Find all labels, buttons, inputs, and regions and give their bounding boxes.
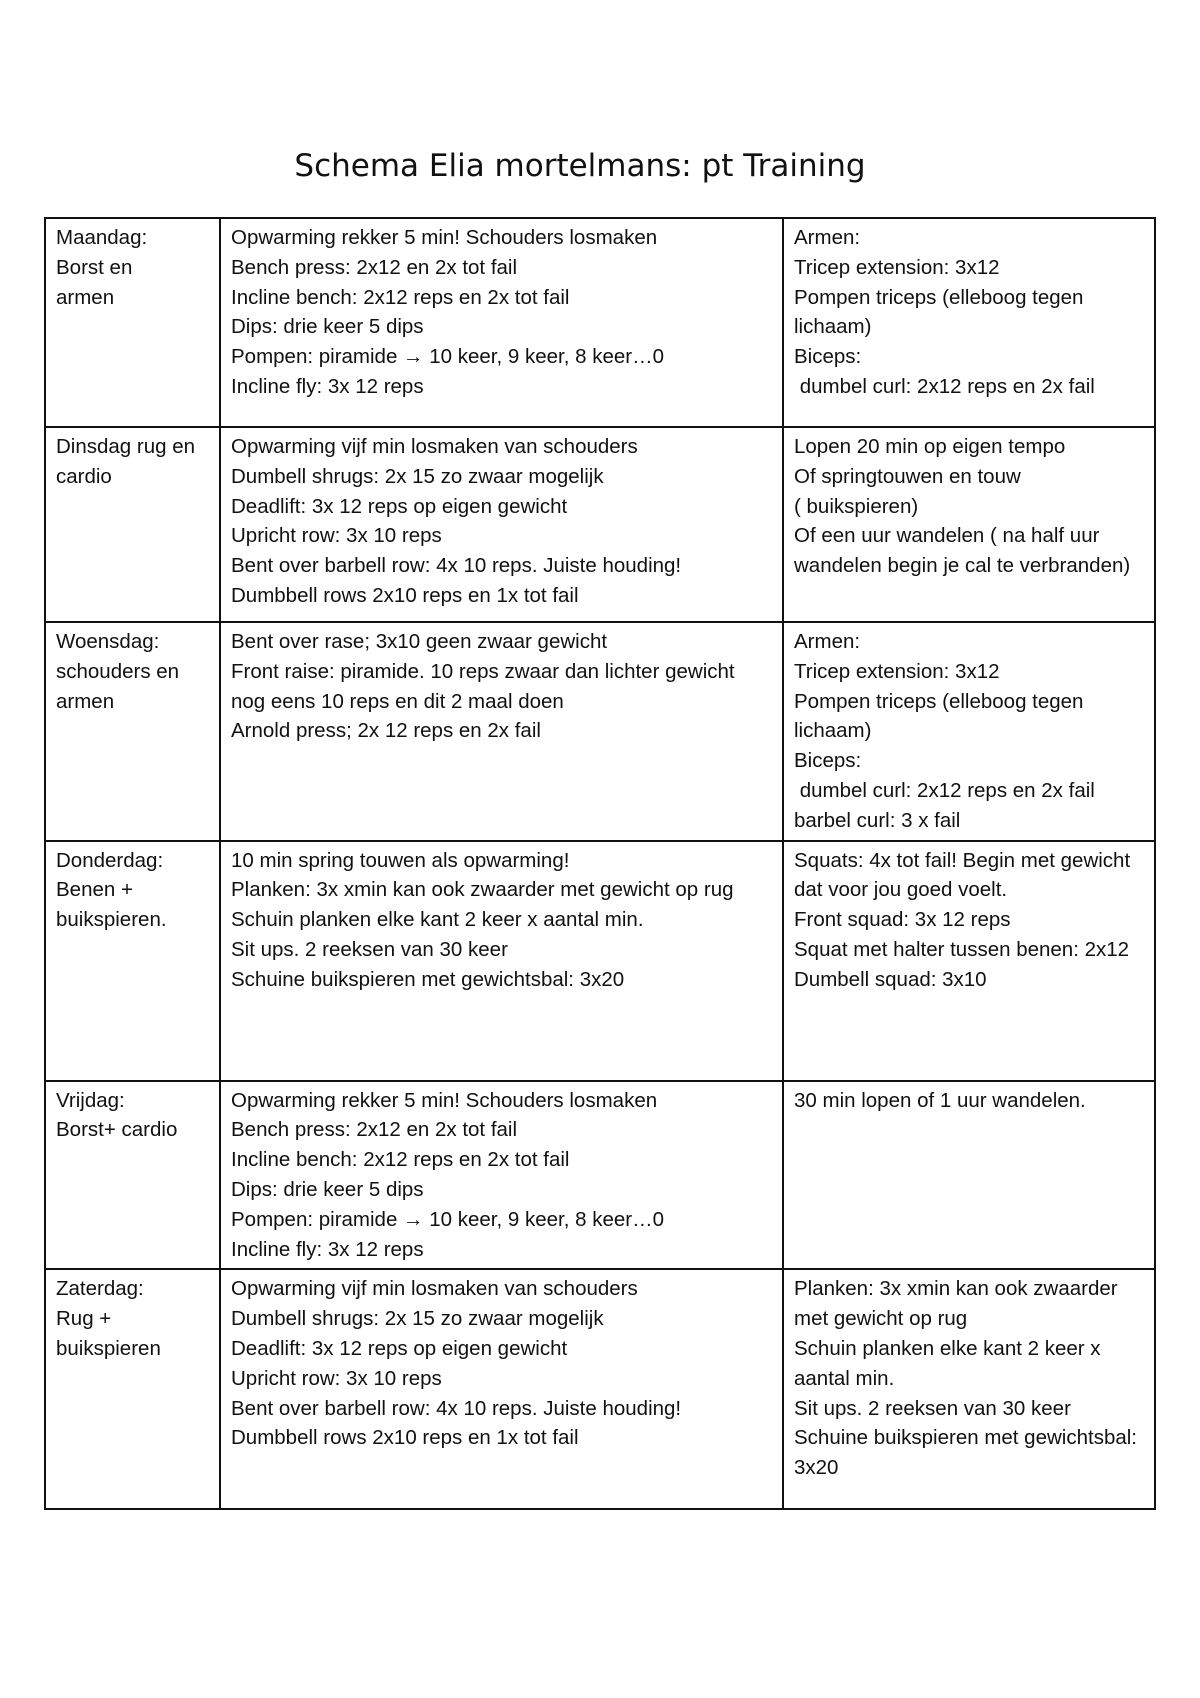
cell-line: Deadlift: 3x 12 reps op eigen gewicht [231,494,568,518]
cell-line: Opwarming vijf min losmaken van schouders [231,1277,638,1301]
cell-line: Front squad: 3x 12 reps [794,908,1011,932]
cell-line: Vrijdag: [56,1088,125,1112]
main-exercises-cell [220,427,783,622]
table-row [45,622,1155,841]
cell-line: armen [56,285,115,309]
cell-line: Squats: 4x tot fail! Begin met gewicht dat voor jou goed voelt. [794,848,1136,902]
cell-line: Pompen: piramide → 10 keer, 9 keer, 8 keer…0 [231,1207,665,1231]
cell-line: Opwarming rekker 5 min! Schouders losmaken [231,226,658,249]
cell-line: Zaterdag: [56,1277,144,1301]
day-cell [45,622,220,841]
table-row [45,218,1155,427]
cell-line: dumbel curl: 2x12 reps en 2x fail [794,778,1095,802]
cell-line: Dumbbell rows 2x10 reps en 1x tot fail [231,1426,579,1450]
day-cell [45,841,220,1081]
cell-line: Upricht row: 3x 10 reps [231,1366,442,1390]
cell-line: Opwarming rekker 5 min! Schouders losmaken [231,1088,658,1112]
main-exercises-cell [220,622,783,841]
cell-line: Planken: 3x xmin kan ook zwaarder met gewicht op rug [794,1277,1124,1331]
day-cell [45,218,220,427]
cell-line: Lopen 20 min op eigen tempo [794,435,1066,458]
cell-line: Squat met halter tussen benen: 2x12 [794,937,1130,961]
cell-line: Bent over barbell row: 4x 10 reps. Juiste houding! [231,554,682,578]
day-cell [45,1269,220,1509]
cell-line: Of springtouwen en touw [794,464,1021,488]
cell-line: Incline fly: 3x 12 reps [231,1237,424,1261]
page-title: Schema Elia mortelmans: pt Training [294,148,866,184]
cell-line: Borst en [56,255,133,279]
cell-line: Dinsdag rug en cardio [56,435,201,488]
cell-line: Maandag: [56,226,148,249]
cell-line: Of een uur wandelen ( na half uur wandelen begin je cal te verbranden) [794,524,1131,578]
cell-line: Schuine buikspieren met gewichtsbal: 3x20 [794,1426,1143,1480]
cell-line: Woensdag: [56,630,160,653]
cell-line: Biceps: [794,749,862,773]
cell-line: Borst+ cardio [56,1118,178,1142]
extra-exercises-cell [783,218,1155,427]
cell-line: Incline fly: 3x 12 reps [231,374,424,398]
main-exercises-cell [220,841,783,1081]
cell-line: schouders en armen [56,659,185,713]
extra-exercises-cell [783,427,1155,622]
cell-line: Pompen triceps (elleboog tegen lichaam) [794,285,1090,339]
cell-line: Tricep extension: 3x12 [794,659,1000,683]
cell-line: Bent over barbell row: 4x 10 reps. Juiste houding! [231,1396,682,1420]
cell-line: Pompen triceps (elleboog tegen lichaam) [794,689,1090,743]
table-row [45,427,1155,622]
table-row [45,1081,1155,1270]
cell-line: Rug + [56,1307,112,1331]
cell-line: Donderdag: [56,848,164,872]
cell-line: Deadlift: 3x 12 reps op eigen gewicht [231,1336,568,1360]
main-exercises-cell [220,218,783,427]
training-schedule-table [44,217,1156,1510]
cell-line: Schuine buikspieren met gewichtsbal: 3x20 [231,967,625,991]
cell-line: Dumbell shrugs: 2x 15 zo zwaar mogelijk [231,464,604,488]
cell-line: Dumbell shrugs: 2x 15 zo zwaar mogelijk [231,1307,604,1331]
cell-line: Sit ups. 2 reeksen van 30 keer [794,1396,1071,1420]
cell-line: buikspieren. [56,908,167,932]
cell-line: Sit ups. 2 reeksen van 30 keer [231,937,508,961]
cell-line: Bent over rase; 3x10 geen zwaar gewicht [231,630,608,653]
cell-line: Tricep extension: 3x12 [794,255,1000,279]
extra-exercises-cell [783,1269,1155,1509]
cell-line: Schuin planken elke kant 2 keer x aantal min. [794,1336,1107,1390]
cell-line: Armen: [794,630,861,653]
cell-line: barbel curl: 3 x fail [794,808,961,832]
day-cell [45,1081,220,1270]
extra-exercises-cell [783,622,1155,841]
cell-line: Planken: 3x xmin kan ook zwaarder met gewicht op rug [231,878,734,902]
cell-line: 10 min spring touwen als opwarming! [231,848,570,872]
cell-line: Dumbell squad: 3x10 [794,967,987,991]
cell-line: 30 min lopen of 1 uur wandelen. [794,1088,1086,1112]
cell-line: ( buikspieren) [794,494,919,518]
cell-line: Biceps: [794,345,862,369]
main-exercises-cell [220,1081,783,1270]
cell-line: Front raise: piramide. 10 reps zwaar dan lichter gewicht nog eens 10 reps en dit 2 maal doen [231,659,741,713]
cell-line: Incline bench: 2x12 reps en 2x tot fail [231,285,570,309]
day-cell [45,427,220,622]
table-row [45,1269,1155,1509]
cell-line: Bench press: 2x12 en 2x tot fail [231,255,518,279]
extra-exercises-cell [783,1081,1155,1270]
cell-line: Dumbbell rows 2x10 reps en 1x tot fail [231,583,579,607]
cell-line: dumbel curl: 2x12 reps en 2x fail [794,374,1095,398]
extra-exercises-cell [783,841,1155,1081]
main-exercises-cell [220,1269,783,1509]
cell-line: Armen: [794,226,861,249]
cell-line: buikspieren [56,1336,161,1360]
cell-line: Dips: drie keer 5 dips [231,315,424,339]
cell-line: Incline bench: 2x12 reps en 2x tot fail [231,1148,570,1172]
cell-line: Arnold press; 2x 12 reps en 2x fail [231,719,541,743]
cell-line: Opwarming vijf min losmaken van schouders [231,435,638,458]
cell-line: Pompen: piramide → 10 keer, 9 keer, 8 keer…0 [231,345,665,369]
cell-line: Dips: drie keer 5 dips [231,1177,424,1201]
cell-line: Benen + [56,878,133,902]
cell-line: Bench press: 2x12 en 2x tot fail [231,1118,518,1142]
table-row [45,841,1155,1081]
cell-line: Schuin planken elke kant 2 keer x aantal min. [231,908,644,932]
cell-line: Upricht row: 3x 10 reps [231,524,442,548]
